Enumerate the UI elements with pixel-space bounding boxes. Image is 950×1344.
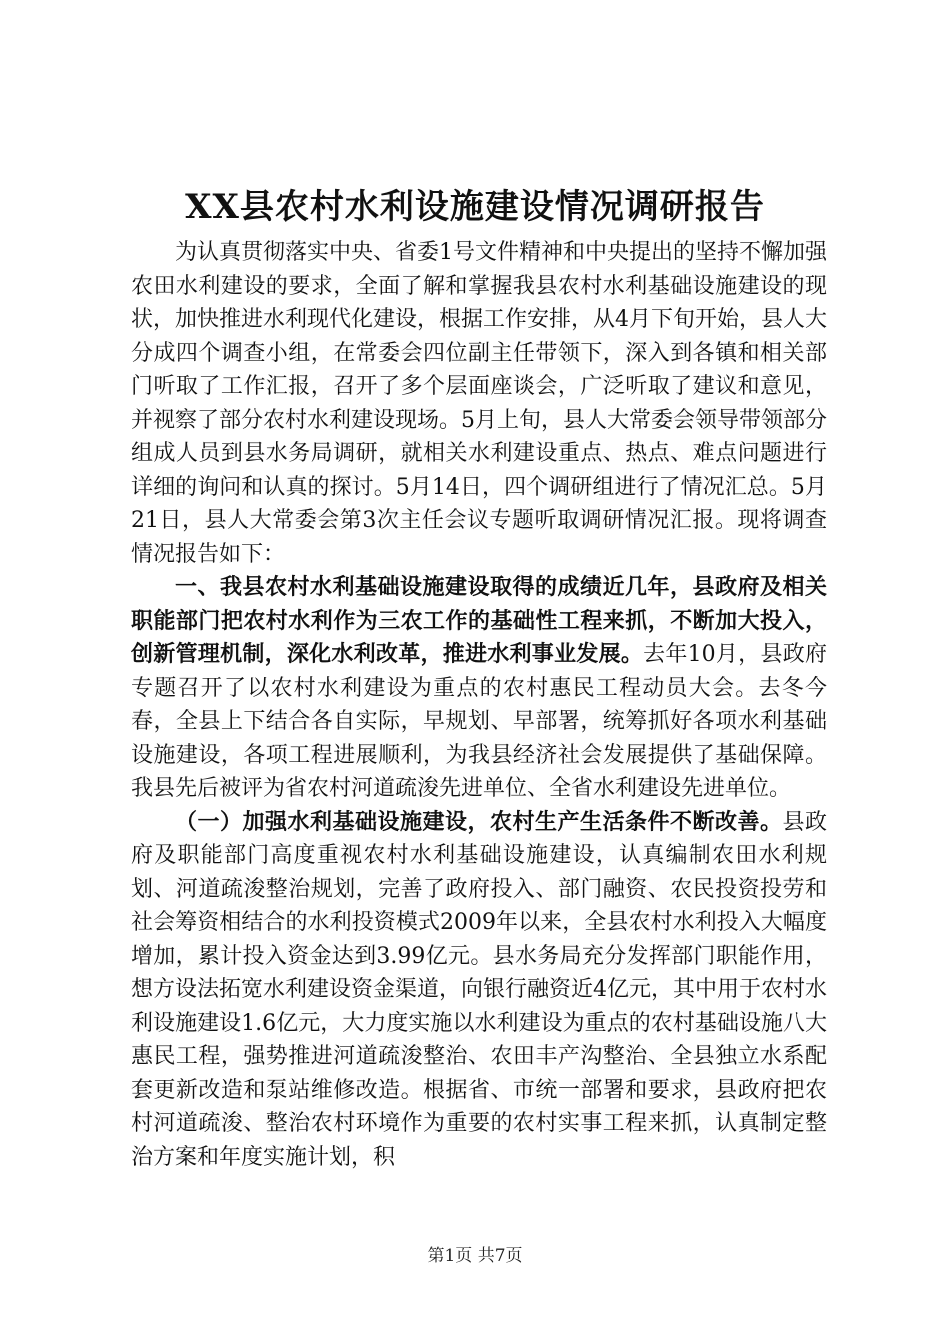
subsection-one-text: 县政府及职能部门高度重视农村水利基础设施建设，认真编制农田水利规划、河道疏浚整治规划，完善了政府投入、部门融资、农民投资投劳和社会筹资相结合的水利投资模式2009年以来，全县农村水利投入大幅度增加，累计投入资金达到3.99亿元。县水务局充分发挥部门职能作用，想方设法拓宽水利建设资金渠道，向银行融资近4亿元，其中用于农村水利设施建设1.6亿元，大力度实施以水利建设为重点的农村基础设施八大惠民工程，强势推进河道疏浚整治、农田丰产沟整治、全县独立水系配套更新改造和泵站维修改造。根据省、市统一部署和要求，县政府把农村河道疏浚、整治农村环境作为重要的农村实事工程来抓，认真制定整治方案和年度实施计划，积 [131, 809, 827, 1170]
paragraph-section-one [131, 571, 827, 806]
paragraph-intro [131, 236, 827, 571]
page-number-label: 第1页 共7页 [427, 1246, 523, 1266]
paragraph-subsection-one [131, 806, 827, 1175]
section-one-heading: 一、我县农村水利基础设施建设取得的成绩近几年，县政府及相关职能部门把农村水利作为三农工作的基础性工程来抓，不断加大投入，创新管理机制，深化水利改革，推进水利事业发展。 [131, 574, 827, 667]
document-body [131, 236, 827, 1174]
section-one-text: 去年10月，县政府专题召开了以农村水利建设为重点的农村惠民工程动员大会。去冬今春，全县上下结合各自实际，早规划、早部署，统筹抓好各项水利基础设施建设，各项工程进展顺利，为我县经济社会发展提供了基础保障。我县先后被评为省农村河道疏浚先进单位、全省水利建设先进单位。 [131, 642, 827, 801]
document-title: XX县农村水利设施建设情况调研报告 [185, 187, 765, 227]
page-footer [0, 1244, 950, 1268]
paragraph-intro-text: 为认真贯彻落实中央、省委1号文件精神和中央提出的坚持不懈加强农田水利建设的要求，全面了解和掌握我县农村水利基础设施建设的现状，加快推进水利现代化建设，根据工作安排，从4月下旬开始，县人大分成四个调查小组，在常委会四位副主任带领下，深入到各镇和相关部门听取了工作汇报，召开了多个层面座谈会，广泛听取了建议和意见，并视察了部分农村水利建设现场。5月上旬，县人大常委会领导带领部分组成人员到县水务局调研，就相关水利建设重点、热点、难点问题进行详细的询问和认真的探讨。5月14日，四个调研组进行了情况汇总。5月21日，县人大常委会第3次主任会议专题听取调研情况汇报。现将调查情况报告如下： [131, 240, 827, 567]
subsection-one-heading: （一）加强水利基础设施建设，农村生产生活条件不断改善。 [175, 808, 783, 835]
